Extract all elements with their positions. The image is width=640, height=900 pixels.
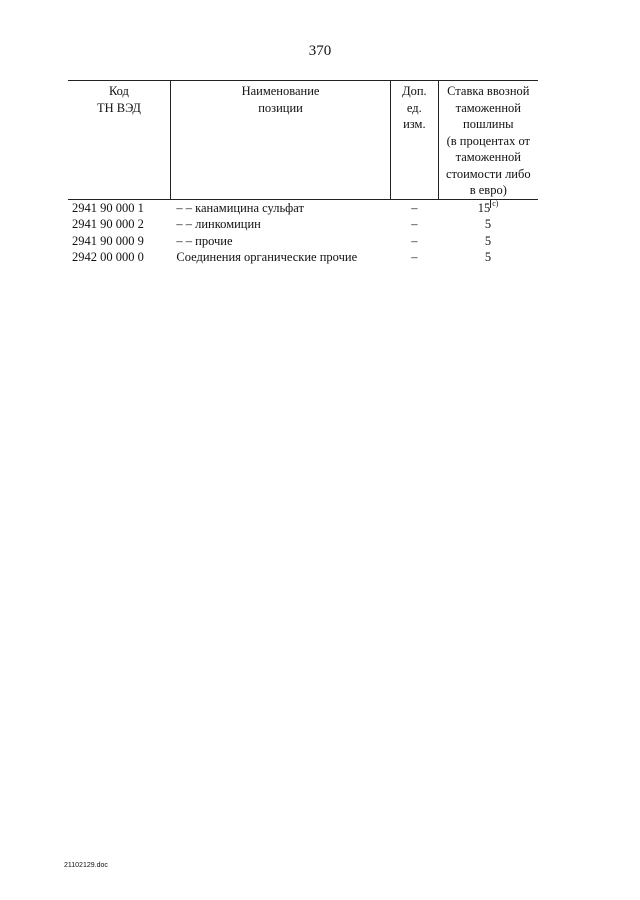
header-unit-line: изм. [403,117,426,131]
row-code: 2941 90 000 2 [72,217,144,231]
table-row [68,216,538,233]
header-code [68,81,170,200]
header-rate-line: пошлины [463,117,514,131]
row-code: 2941 90 000 1 [72,200,144,215]
row-name: – – линкомицин [176,217,261,231]
table-header-row [68,81,538,200]
row-rate [438,249,538,266]
row-code: 2942 00 000 0 [72,250,144,264]
page-number: 370 [308,43,332,59]
row-rate-value: 5 [484,250,492,264]
row-rate-value: 5 [484,217,492,231]
header-unit-line: ед. [406,100,422,115]
row-rate [438,216,538,233]
header-name-line: позиции [258,100,303,115]
header-rate [438,81,538,200]
table-row [68,249,538,266]
header-code-line: ТН ВЭД [97,100,141,115]
header-rate-line: (в процентах от [446,133,530,148]
table-row [68,199,538,216]
header-rate-line: таможенной [455,100,521,115]
row-rate-value: 5 [484,233,492,248]
row-unit: – [411,250,418,264]
row-rate [438,199,538,216]
row-unit: – [411,217,418,231]
row-unit: – [411,233,418,248]
row-rate-value: 15 [477,200,491,215]
row-name: Соединения органические прочие [176,250,358,264]
row-name: – – прочие [176,233,233,248]
header-rate-line: в евро) [469,183,507,197]
row-unit: – [411,200,418,215]
row-name: – – канамицина сульфат [176,200,304,215]
header-rate-line: Ставка ввозной [447,84,530,98]
footer-filename: 21102129.doc [64,862,108,869]
header-name [170,81,390,200]
header-rate-line: стоимости либо [445,166,531,181]
header-unit-line: Доп. [402,84,427,98]
row-rate [438,233,538,250]
header-code-line: Код [108,84,129,98]
tariff-table [68,80,538,266]
row-code: 2941 90 000 9 [72,233,144,248]
header-unit [391,81,438,200]
row-rate-note: с) [492,198,499,208]
header-rate-line: таможенной [455,150,521,164]
header-name-line: Наименование [241,84,320,98]
table-row [68,233,538,250]
